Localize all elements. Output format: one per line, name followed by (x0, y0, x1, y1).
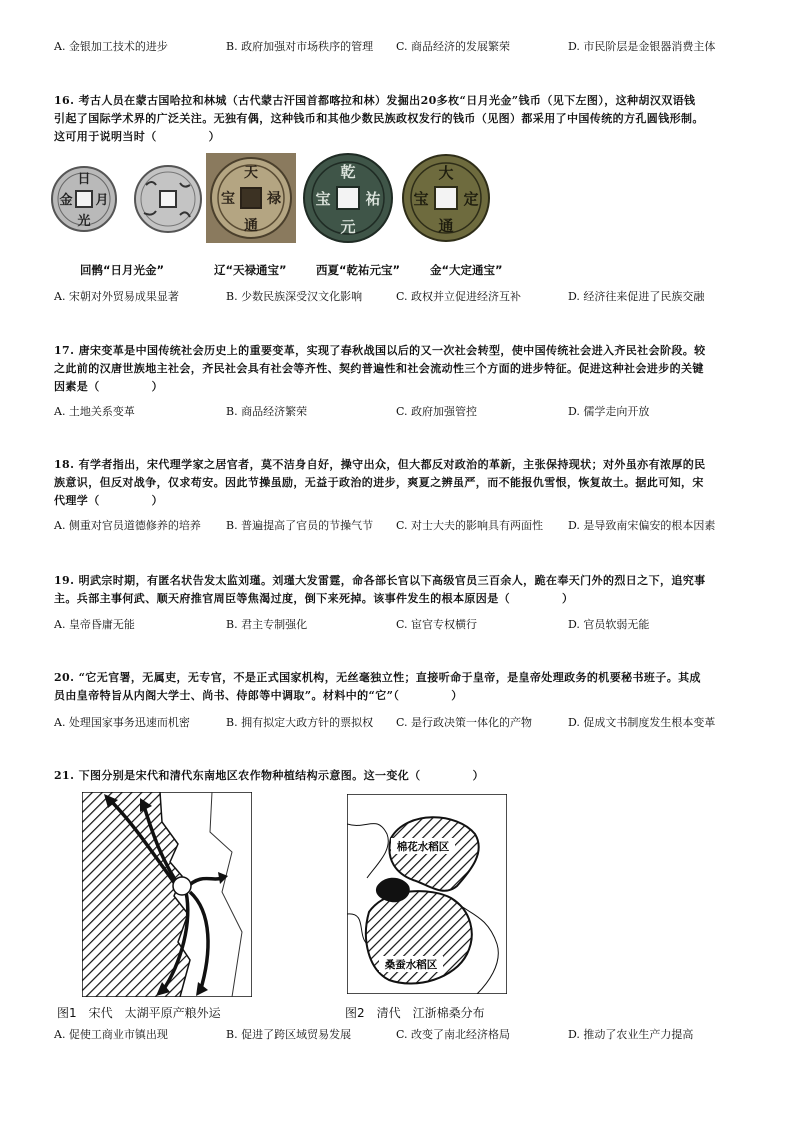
q19-option-c[interactable]: C. 宦官专权横行 (396, 618, 478, 631)
coin-caption-jin: 金“大定通宝” (430, 263, 503, 277)
coin-rijue-guangjin-reverse (135, 166, 201, 232)
coin3-char-right: 禄 (267, 191, 281, 207)
coin5-char-top: 大 (438, 164, 454, 182)
q15-option-a[interactable]: A. 金银加工技术的进步 (54, 40, 168, 53)
q17-option-a[interactable]: A. 土地关系变革 (54, 405, 135, 418)
q16-option-a[interactable]: A. 宋朝对外贸易成果显著 (54, 290, 179, 303)
q19-options (54, 617, 754, 633)
q19-option-d[interactable]: D. 官员软弱无能 (568, 618, 650, 631)
q20-line2: 员由皇帝特旨从内阁大学士、尚书、侍郎等中调取”。材料中的“它”（ ） (54, 689, 463, 702)
q21-options (54, 1027, 754, 1043)
coin-tianlu-tongbao (206, 153, 296, 243)
map2-caption: 图2 清代 江浙棉桑分布 (345, 1006, 485, 1020)
q20-option-a[interactable]: A. 处理国家事务迅速而机密 (54, 716, 190, 729)
q19-stem (54, 572, 744, 608)
coin1-char-top: 日 (77, 172, 91, 187)
q15-option-b[interactable]: B. 政府加强对市场秩序的管理 (226, 40, 374, 53)
label-cotton-rice: 棉花水稻区 (396, 841, 450, 853)
coin5-char-left: 宝 (413, 190, 429, 208)
coin4-char-top: 乾 (340, 163, 356, 181)
q20-stem (54, 669, 744, 705)
q21-line1: 21. 下图分别是宋代和清代东南地区农作物种植结构示意图。这一变化（ ） (54, 769, 484, 782)
q19-option-a[interactable]: A. 皇帝昏庸无能 (54, 618, 135, 631)
coin-rijue-guangjin-obverse (52, 167, 116, 231)
q17-line1: 17. 唐宋变革是中国传统社会历史上的重要变革，实现了春秋战国以后的又一次社会转型，使中国传统社会进入齐民社会阶段。较 (54, 344, 706, 357)
coin3-char-left: 宝 (221, 191, 235, 207)
q16-stem (54, 92, 744, 146)
q18-line2: 族意识，但反对战争，仅求苟安。因此节操虽励，无益于政治的进步，爽夏之辨虽严，而不能报仇雪恨，恢复故土。据此可知，宋 (54, 476, 704, 489)
q16-line1: 16. 考古人员在蒙古国哈拉和林城（古代蒙古汗国首都喀拉和林）发掘出20多枚“日月光金”钱币（见下左图），这种胡汉双语钱 (54, 94, 696, 107)
q21-option-a[interactable]: A. 促使工商业市镇出现 (54, 1028, 168, 1041)
q20-line1: 20. “它无官署，无属吏，无专官，不是正式国家机构，无丝毫独立性；直接听命于皇帝，是皇帝处理政务的机要秘书班子。其成 (54, 671, 701, 684)
coin-caption-liao: 辽“天禄通宝” (214, 263, 287, 277)
coin-caption-xixia: 西夏“乾祐元宝” (316, 263, 401, 277)
q18-line3: 代理学（ ） (54, 494, 164, 507)
coin3-char-bottom: 通 (244, 218, 258, 234)
q20-option-b[interactable]: B. 拥有拟定大政方针的票拟权 (226, 716, 374, 729)
q17-line3: 因素是（ ） (54, 380, 164, 393)
coin1-char-left: 金 (59, 193, 73, 208)
q16-option-b[interactable]: B. 少数民族深受汉文化影响 (226, 290, 363, 303)
q17-options (54, 404, 754, 420)
label-mulberry-rice: 桑蚕水稻区 (384, 959, 438, 971)
coin1-char-bottom: 光 (77, 214, 91, 229)
q20-option-d[interactable]: D. 促成文书制度发生根本变革 (568, 716, 716, 729)
q18-option-b[interactable]: B. 普遍提高了官员的节操气节 (226, 519, 374, 532)
q17-option-c[interactable]: C. 政府加强管控 (396, 405, 478, 418)
coin1-char-right: 月 (95, 193, 109, 208)
q16-line3: 这可用于说明当时（ ） (54, 130, 221, 143)
q17-option-b[interactable]: B. 商品经济繁荣 (226, 405, 308, 418)
map1-caption: 图1 宋代 太湖平原产粮外运 (57, 1006, 221, 1020)
coin5-char-right: 定 (463, 190, 479, 208)
q18-option-a[interactable]: A. 侧重对官员道德修养的培养 (54, 519, 201, 532)
q15-option-d[interactable]: D. 市民阶层是金银器消费主体 (568, 40, 716, 53)
coin4-char-left: 宝 (315, 190, 331, 208)
coin4-char-bottom: 元 (340, 218, 356, 236)
coin3-char-top: 天 (244, 165, 258, 181)
q19-option-b[interactable]: B. 君主专制强化 (226, 618, 308, 631)
coin-caption-huihu: 回鹘“日月光金” (80, 263, 165, 277)
q18-option-d[interactable]: D. 是导致南宋偏安的根本因素 (568, 519, 716, 532)
q15-options (54, 39, 754, 55)
map-song-taihu-grain-export (82, 792, 252, 997)
coins-figure (50, 153, 500, 243)
q16-option-d[interactable]: D. 经济往来促进了民族交融 (568, 290, 705, 303)
q18-options (54, 518, 754, 534)
coin-qianyou-yuanbao (304, 154, 392, 242)
coin4-char-right: 祐 (365, 190, 381, 208)
q17-line2: 之此前的汉唐世族地主社会，齐民社会具有社会等齐性、契约普遍性和社会流动性三个方面的进步特征。促进这种社会进步的关键 (54, 362, 704, 375)
q19-line1: 19. 明武宗时期，有匿名状告发太监刘瑾。刘瑾大发雷霆，命各部长官以下高级官员三百余人，跪在奉天门外的烈日之下，追究事 (54, 574, 706, 587)
q18-line1: 18. 有学者指出，宋代理学家之居官者，莫不洁身自好，操守出众，但大都反对政治的革新，主张保持现状；对外虽亦有浓厚的民 (54, 458, 706, 471)
coin-dading-tongbao (403, 155, 489, 241)
q21-option-d[interactable]: D. 推动了农业生产力提高 (568, 1028, 694, 1041)
q21-stem (54, 767, 744, 785)
coin5-char-bottom: 通 (438, 217, 454, 235)
q16-option-c[interactable]: C. 政权并立促进经济互补 (396, 290, 522, 303)
q17-stem (54, 342, 744, 396)
q15-option-c[interactable]: C. 商品经济的发展繁荣 (396, 40, 511, 53)
q20-option-c[interactable]: C. 是行政决策一体化的产物 (396, 716, 533, 729)
q21-option-b[interactable]: B. 促进了跨区域贸易发展 (226, 1028, 352, 1041)
q17-option-d[interactable]: D. 儒学走向开放 (568, 405, 650, 418)
q20-options (54, 715, 754, 731)
q21-option-c[interactable]: C. 改变了南北经济格局 (396, 1028, 511, 1041)
q16-options (54, 289, 754, 305)
q16-line2: 引起了国际学术界的广泛关注。无独有偶，这种钱币和其他少数民族政权发行的钱币（见图）都采用了中国传统的方孔圆钱形制。 (54, 112, 704, 125)
map-qing-jiangzhe-cotton-mulberry (347, 794, 507, 994)
q18-stem (54, 456, 744, 510)
q18-option-c[interactable]: C. 对士大夫的影响具有两面性 (396, 519, 544, 532)
q19-line2: 主。兵部主事何武、顺天府推官周臣等焦渴过度，倒下来死掉。该事件发生的根本原因是（ ） (54, 592, 574, 605)
